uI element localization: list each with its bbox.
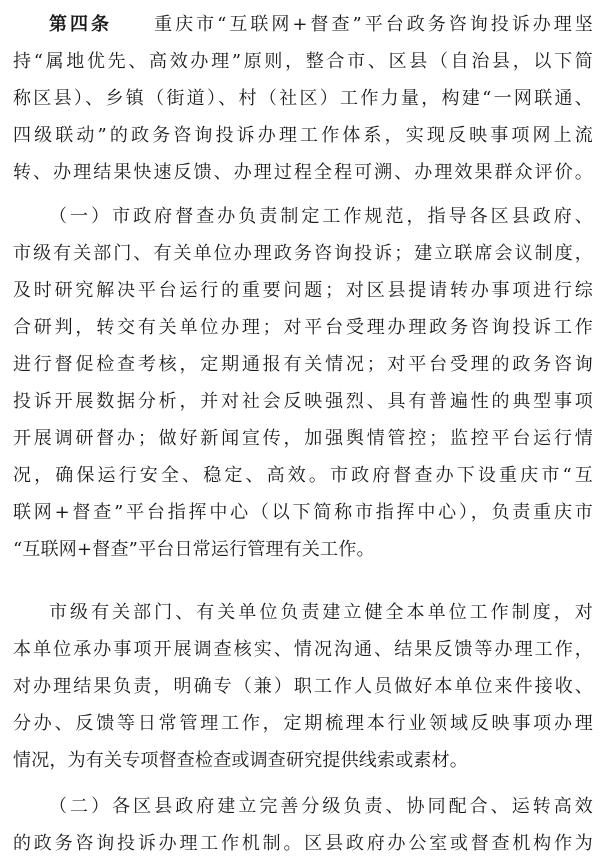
item-1-line-10: “互联网+督查”平台日常运行管理有关工作。 [13, 539, 375, 560]
municipal-line-5: 情况，为有关专项督查检查或调查研究提供线索或素材。 [13, 750, 468, 771]
item-1-line-2: 市级有关部门、有关单位办理政务咨询投诉；建立联席会议制度， [13, 243, 593, 264]
item-1-line-7: 开展调研督办；做好新闻宣传，加强舆情管控；监控平台运行情 [13, 428, 593, 449]
article-4-line-4: 四级联动”的政务咨询投诉办理工作体系，实现反映事项网上流 [13, 125, 593, 146]
item-2-line-2: 的政务咨询投诉办理工作机制。区县政府办公室或督查机构作为 [13, 833, 593, 854]
article-4-line-1-text: 重庆市“互联网+督查”平台政务咨询投诉办理坚 [154, 14, 593, 35]
item-1-line-5: 进行督促检查考核，定期通报有关情况；对平台受理的政务咨询 [13, 354, 593, 375]
item-1-paragraph [13, 198, 593, 568]
article-4-line-2: 持“属地优先、高效办理”原则，整合市、区县（自治县，以下简 [13, 51, 593, 72]
municipal-line-2: 本单位承办事项开展调查核实、情况沟通、结果反馈等办理工作， [13, 639, 593, 660]
item-2-line-1: （二）各区县政府建立完善分级负责、协同配合、运转高效 [49, 796, 593, 817]
item-2-paragraph [13, 788, 593, 862]
item-1-line-1: （一）市政府督查办负责制定工作规范，指导各区县政府、 [49, 206, 593, 227]
municipal-line-1: 市级有关部门、有关单位负责建立健全本单位工作制度，对 [49, 602, 593, 623]
municipal-paragraph [13, 594, 593, 779]
article-4-line-5: 转、办理结果快速反馈、办理过程全程可溯、办理效果群众评价。 [13, 162, 593, 183]
municipal-line-4: 分办、反馈等日常管理工作，定期梳理本行业领域反映事项办理 [13, 713, 593, 734]
municipal-line-3: 对办理结果负责，明确专（兼）职工作人员做好本单位来件接收、 [13, 676, 593, 697]
article-4-line-3: 称区县）、乡镇（街道）、村（社区）工作力量，构建“一网联通、 [13, 88, 593, 109]
article-heading: 第四条 [49, 14, 113, 35]
item-1-line-9: 联网+督查”平台指挥中心（以下简称市指挥中心），负责重庆市 [13, 502, 593, 523]
item-1-line-3: 及时研究解决平台运行的重要问题；对区县提请转办事项进行综 [13, 280, 593, 301]
item-1-line-8: 况，确保运行安全、稳定、高效。市政府督查办下设重庆市“互 [13, 465, 593, 486]
item-1-line-6: 投诉开展数据分析，并对社会反映强烈、具有普遍性的典型事项 [13, 391, 593, 412]
item-1-line-4: 合研判，转交有关单位办理；对平台受理办理政务咨询投诉工作 [13, 317, 593, 338]
article-4-paragraph [13, 6, 593, 191]
article-4-line-1 [13, 6, 593, 43]
